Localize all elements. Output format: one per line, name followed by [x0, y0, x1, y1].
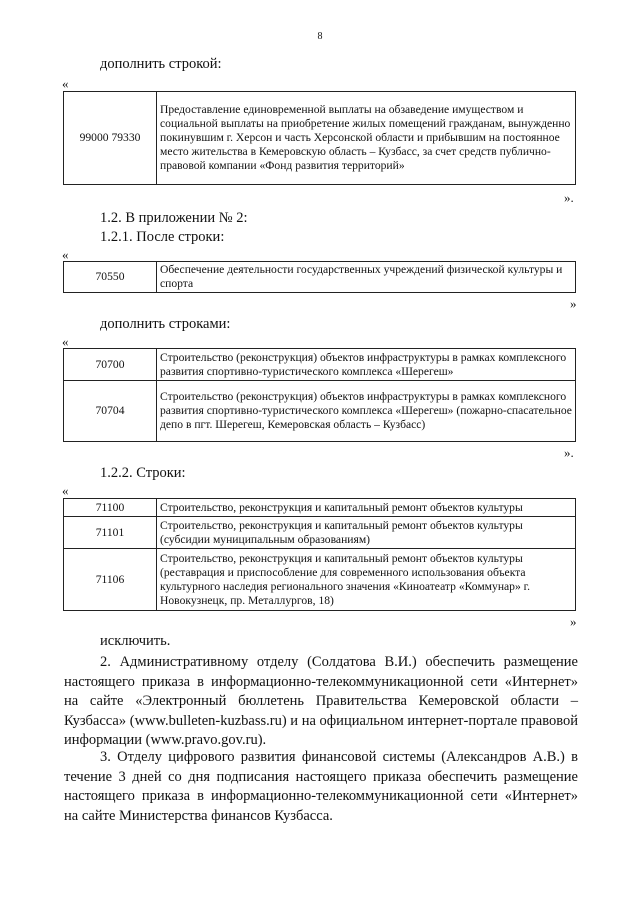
quote-close: »	[570, 614, 577, 629]
table-3	[63, 348, 576, 442]
table-4	[63, 498, 576, 611]
row-text: Обеспечение деятельности государственных учреждений физической культуры и спорта	[157, 262, 576, 293]
quote-open: «	[62, 334, 69, 349]
section-1-2-2-heading: 1.2.2. Строки:	[100, 465, 186, 481]
quote-close: ».	[564, 190, 574, 205]
quote-open: «	[62, 483, 69, 498]
row-text: Строительство (реконструкция) объектов инфраструктуры в рамках комплексного развития спортивно-туристического комплекса «Шерегеш»	[157, 349, 576, 381]
table-row	[64, 262, 576, 293]
row-code: 70550	[64, 262, 157, 293]
quote-close: ».	[564, 445, 574, 460]
quote-open: «	[62, 247, 69, 262]
paragraph-2: 2. Административному отделу (Солдатова В.И.) обеспечить размещение настоящего приказа в информационно-телекоммуникационной сети «Интернет» на сайте «Электронный бюллетень Правительства Кемеровской области – Кузбасса» (www.bulleten-kuzbass.ru) и на официальном интернет-портале правовой информации (www.pravo.gov.ru).	[64, 654, 578, 748]
row-text: Строительство, реконструкция и капитальный ремонт объектов культуры (реставрация и приспособление для современного использования объекта культурного наследия регионального значения «Киноатеатр «Коммунар» г. Новокузнецк, пр. Металлургов, 18)	[157, 549, 576, 611]
add-rows-label: дополнить строками:	[100, 316, 231, 332]
row-text: Строительство, реконструкция и капитальный ремонт объектов культуры (субсидии муниципальным образованиям)	[157, 517, 576, 549]
table-row	[64, 549, 576, 611]
table-2	[63, 261, 576, 293]
row-text: Строительство (реконструкция) объектов инфраструктуры в рамках комплексного развития спортивно-туристического комплекса «Шерегеш» (пожарно-спасательное депо в пгт. Шерегеш, Кемеровская область – Кузбасс)	[157, 381, 576, 442]
page-number: 8	[317, 31, 323, 42]
quote-close: »	[570, 296, 577, 311]
row-code: 70700	[64, 349, 157, 381]
table-row	[64, 499, 576, 517]
table-row	[64, 517, 576, 549]
table-row	[64, 349, 576, 381]
table-1	[63, 91, 576, 185]
quote-open: «	[62, 76, 69, 91]
row-code: 70704	[64, 381, 157, 442]
table-row	[64, 92, 576, 185]
row-code: 71101	[64, 517, 157, 549]
section-1-2-1-heading: 1.2.1. После строки:	[100, 229, 225, 245]
exclude-label: исключить.	[100, 633, 171, 649]
row-code: 99000 79330	[64, 92, 157, 185]
row-text: Предоставление единовременной выплаты на обзаведение имуществом и социальной выплаты на приобретение жилых помещений гражданам, вынужденно покинувшим г. Херсон и часть Херсонской области и прибывшим на постоянное место жительства в Кемеровскую область – Кузбасс, за счет средств публично-правовой компании «Фонд развития территорий»	[157, 92, 576, 185]
row-code: 71100	[64, 499, 157, 517]
row-text: Строительство, реконструкция и капитальный ремонт объектов культуры	[157, 499, 576, 517]
paragraph-3: 3. Отделу цифрового развития финансовой системы (Александров А.В.) в течение 3 дней со дня подписания настоящего приказа обеспечить размещение настоящего приказа в информационно-телекоммуникационной сети «Интернет» на сайте Министерства финансов Кузбасса.	[64, 749, 578, 824]
section-1-2-heading: 1.2. В приложении № 2:	[100, 210, 248, 226]
table-row	[64, 381, 576, 442]
row-code: 71106	[64, 549, 157, 611]
intro-label: дополнить строкой:	[100, 56, 222, 72]
